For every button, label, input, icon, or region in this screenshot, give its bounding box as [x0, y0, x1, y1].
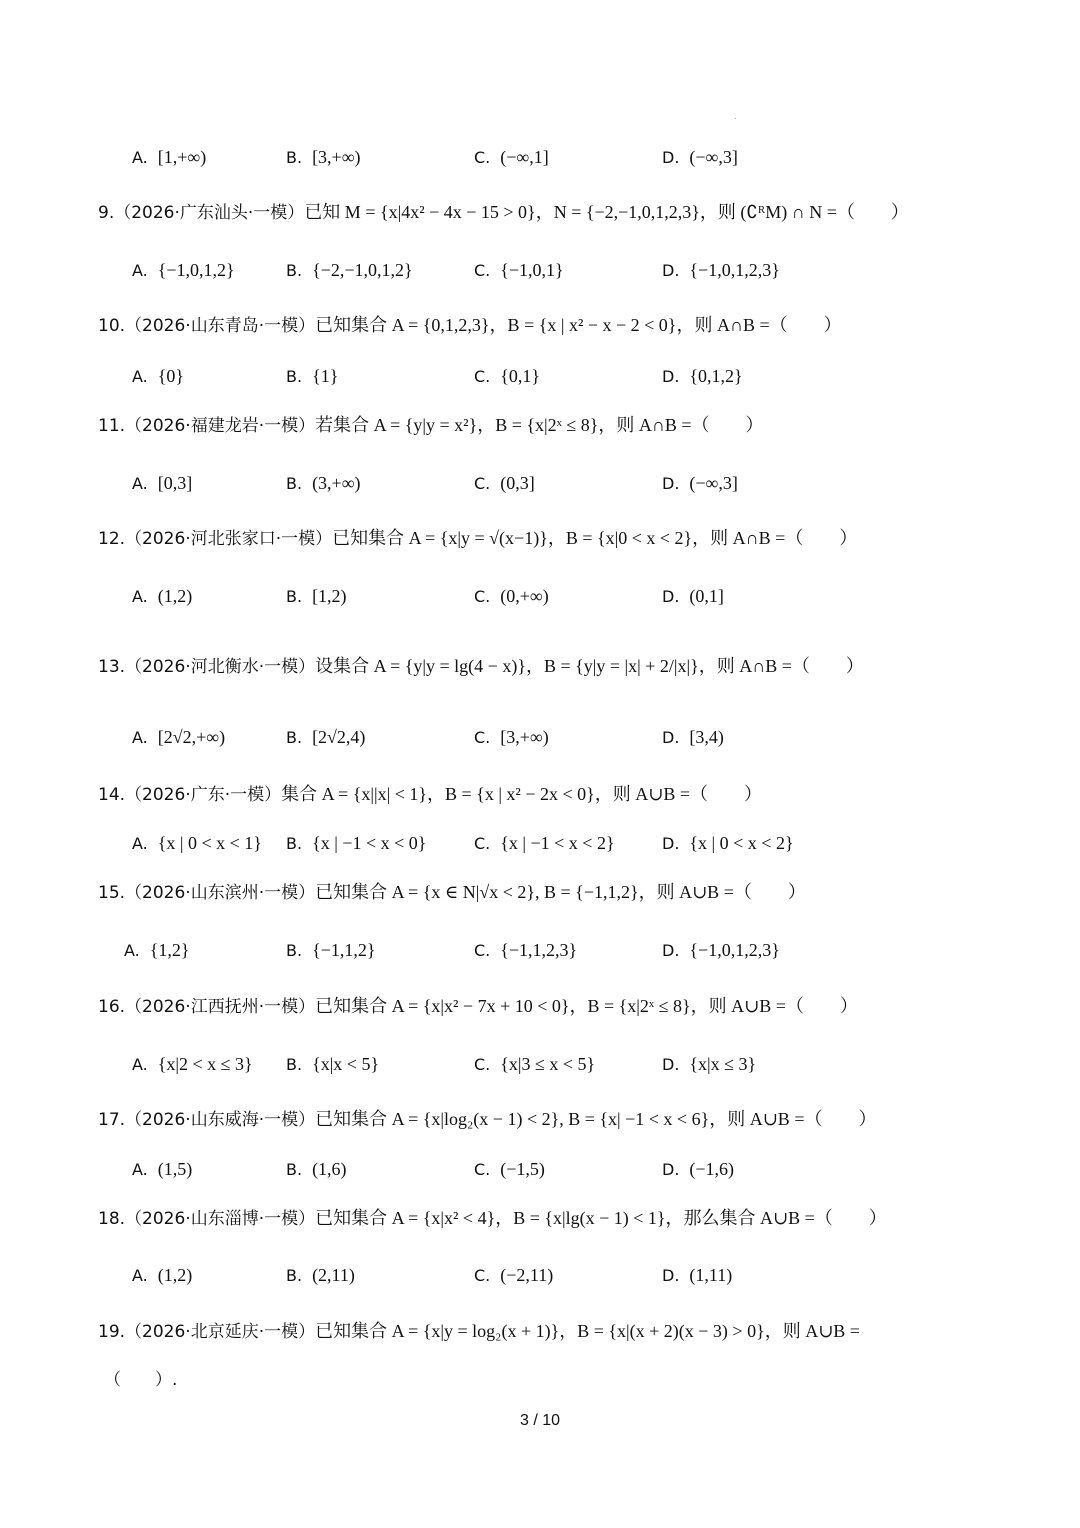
option-text: (1,2) — [157, 1265, 193, 1285]
option-letter: D. — [662, 587, 680, 606]
option-b[interactable] — [286, 828, 426, 859]
question-source: （2026·广东汕头·一模） — [114, 203, 305, 223]
option-letter: B. — [286, 1055, 303, 1074]
option-text: {0,1} — [500, 366, 541, 386]
option-text: {−1,0,1,2,3} — [689, 940, 780, 960]
question-source: （2026·山东淄博·一模） — [125, 1209, 316, 1229]
option-text: {1,2} — [149, 940, 190, 960]
options-row-q15 — [0, 935, 1080, 965]
question-number: 17. — [98, 1110, 126, 1130]
option-letter: C. — [474, 1055, 491, 1074]
option-d[interactable] — [662, 722, 724, 753]
question-number: 10. — [98, 316, 126, 336]
option-b[interactable] — [286, 142, 361, 173]
option-c[interactable] — [474, 828, 615, 859]
option-letter: D. — [662, 1055, 680, 1074]
option-text: [0,3] — [157, 473, 193, 493]
option-a[interactable] — [132, 828, 262, 859]
question-stem: 已知集合 A = {x|x² < 4}，B = {x|lg(x − 1) < 1}，那么集合 A∪B =（ ） — [315, 1208, 887, 1228]
option-text: {−1,0,1} — [500, 260, 564, 280]
options-row-q9 — [0, 255, 1080, 285]
option-text: [3,+∞) — [500, 727, 549, 747]
question-19 — [98, 1319, 978, 1344]
option-text: [3,+∞) — [312, 147, 361, 167]
option-d[interactable] — [662, 255, 780, 286]
option-letter: B. — [286, 474, 303, 493]
question-stem: 已知集合 A = {0,1,2,3}，B = {x | x² − x − 2 < 0}，则 A∩B =（ ） — [315, 315, 842, 335]
option-text: (2,11) — [312, 1265, 355, 1285]
option-text: (−∞,1] — [500, 147, 549, 167]
question-15 — [98, 880, 978, 905]
option-letter: A. — [132, 1266, 148, 1285]
question-stem: 已知 M = {x|4x² − 4x − 15 > 0}，N = {−2,−1,0,1,2,3}，则 (∁ᴿM) ∩ N =（ ） — [304, 202, 909, 222]
option-text: (1,2) — [157, 586, 193, 606]
option-text: (0,1] — [689, 586, 724, 606]
option-letter: A. — [132, 1160, 148, 1179]
option-letter: C. — [474, 367, 491, 386]
option-text: (1,6) — [312, 1159, 347, 1179]
options-row-q8 — [0, 142, 1080, 172]
question-stem: 已知集合 A = {x|log₂(x − 1) < 2}, B = {x| −1 < x < 6}，则 A∪B =（ ） — [315, 1109, 877, 1129]
option-c[interactable] — [474, 255, 564, 286]
question-stem: 已知集合 A = {x|x² − 7x + 10 < 0}，B = {x|2ˣ ≤ 8}，则 A∪B =（ ） — [315, 996, 858, 1016]
option-text: {−1,1,2,3} — [500, 940, 578, 960]
question-18 — [98, 1206, 978, 1231]
option-letter: B. — [286, 261, 303, 280]
option-letter: A. — [132, 148, 148, 167]
question-source: （2026·北京延庆·一模） — [125, 1322, 316, 1342]
option-text: {1} — [312, 366, 339, 386]
option-text: {−1,1,2} — [312, 940, 376, 960]
option-c[interactable] — [474, 361, 540, 392]
option-text: {x|x < 5} — [312, 1054, 380, 1074]
option-d[interactable] — [662, 828, 794, 859]
option-d[interactable] — [662, 935, 780, 966]
option-text: [1,2) — [312, 586, 347, 606]
option-text: {x | 0 < x < 2} — [689, 833, 794, 853]
option-letter: B. — [286, 1160, 303, 1179]
option-letter: D. — [662, 834, 680, 853]
option-b[interactable] — [286, 1049, 379, 1080]
option-d[interactable] — [662, 1049, 756, 1080]
option-text: {0} — [157, 366, 185, 386]
option-letter: D. — [662, 367, 680, 386]
scan-dot: . — [734, 112, 737, 121]
option-letter: B. — [286, 148, 303, 167]
option-text: {−1,0,1,2,3} — [689, 260, 780, 280]
option-text: (3,+∞) — [312, 473, 361, 493]
question-13 — [98, 654, 978, 679]
question-number: 18. — [98, 1209, 126, 1229]
option-letter: A. — [132, 474, 148, 493]
question-stem: 集合 A = {x||x| < 1}，B = {x | x² − 2x < 0}，则 A∪B =（ ） — [281, 784, 762, 804]
option-b[interactable] — [286, 935, 376, 966]
option-a[interactable] — [132, 1260, 192, 1291]
option-a[interactable] — [132, 722, 225, 753]
option-b[interactable] — [286, 1154, 347, 1185]
option-letter: D. — [662, 1266, 680, 1285]
question-source: （2026·河北张家口·一模） — [125, 529, 333, 549]
option-a[interactable] — [132, 1154, 192, 1185]
question-source: （2026·山东滨州·一模） — [125, 883, 316, 903]
option-letter: B. — [286, 367, 303, 386]
option-c[interactable] — [474, 581, 549, 612]
question-number: 13. — [98, 657, 126, 677]
option-text: [2√2,4) — [312, 727, 366, 747]
option-letter: B. — [286, 834, 303, 853]
option-letter: C. — [474, 1266, 491, 1285]
page-number: 3 / 10 — [519, 1412, 561, 1429]
option-text: {x | −1 < x < 2} — [500, 833, 615, 853]
question-number: 11. — [98, 416, 126, 436]
option-a[interactable] — [132, 581, 192, 612]
option-letter: D. — [662, 148, 680, 167]
option-b[interactable] — [286, 722, 365, 753]
option-text: (0,3] — [500, 473, 535, 493]
options-row-q12 — [0, 581, 1080, 611]
option-a[interactable] — [132, 142, 206, 173]
question-stem: 设集合 A = {y|y = lg(4 − x)}，B = {y|y = |x| + 2/|x|}，则 A∩B =（ ） — [315, 656, 864, 676]
option-letter: A. — [132, 1055, 148, 1074]
option-letter: D. — [662, 474, 680, 493]
option-letter: A. — [132, 367, 148, 386]
option-text: (−2,11) — [500, 1265, 554, 1285]
option-a[interactable] — [132, 255, 235, 286]
option-c[interactable] — [474, 722, 549, 753]
option-c[interactable] — [474, 1260, 553, 1291]
question-stem: 已知集合 A = {x ∈ N|√x < 2}, B = {−1,1,2}，则 A∪B =（ ） — [315, 882, 806, 902]
option-text: {0,1,2} — [689, 366, 743, 386]
question-9 — [98, 200, 978, 225]
question-stem: 已知集合 A = {x|y = √(x−1)}，B = {x|0 < x < 2}，则 A∩B =（ ） — [332, 528, 858, 548]
options-row-q17 — [0, 1154, 1080, 1184]
option-text: {x | 0 < x < 1} — [157, 833, 262, 853]
question-number: 12. — [98, 529, 126, 549]
option-text: (0,+∞) — [500, 586, 549, 606]
options-row-q13 — [0, 722, 1080, 752]
options-row-q11 — [0, 468, 1080, 498]
option-b[interactable] — [286, 581, 347, 612]
option-d[interactable] — [662, 361, 743, 392]
option-c[interactable] — [474, 935, 577, 966]
option-text: {−2,−1,0,1,2} — [312, 260, 413, 280]
option-letter: B. — [286, 587, 303, 606]
option-d[interactable] — [662, 1154, 734, 1185]
option-d[interactable] — [662, 1260, 732, 1291]
option-text: [1,+∞) — [157, 147, 207, 167]
option-b[interactable] — [286, 361, 338, 392]
option-a[interactable] — [132, 361, 184, 392]
options-row-q10 — [0, 361, 1080, 391]
question-source: （2026·福建龙岩·一模） — [125, 416, 316, 436]
option-text: (−1,5) — [500, 1159, 545, 1179]
question-source: （2026·江西抚州·一模） — [125, 997, 316, 1017]
question-number: 14. — [98, 785, 126, 805]
option-letter: D. — [662, 941, 680, 960]
option-letter: A. — [132, 728, 148, 747]
option-text: [2√2,+∞) — [157, 727, 226, 747]
option-c[interactable] — [474, 1049, 595, 1080]
option-letter: D. — [662, 728, 680, 747]
option-d[interactable] — [662, 581, 724, 612]
question-stem: 已知集合 A = {x|y = log₂(x + 1)}，B = {x|(x + 2)(x − 3) > 0}，则 A∪B = — [315, 1321, 860, 1341]
option-letter: C. — [474, 587, 491, 606]
option-d[interactable] — [662, 468, 738, 499]
option-text: (−1,6) — [689, 1159, 735, 1179]
option-letter: B. — [286, 728, 303, 747]
option-letter: A. — [132, 587, 148, 606]
question-number: 19. — [98, 1322, 126, 1342]
question-stem: 若集合 A = {y|y = x²}，B = {x|2ˣ ≤ 8}，则 A∩B =（ ） — [315, 415, 764, 435]
option-letter: A. — [132, 834, 148, 853]
option-c[interactable] — [474, 1154, 545, 1185]
option-text: {x | −1 < x < 0} — [312, 833, 427, 853]
question-source: （2026·广东·一模） — [125, 785, 282, 805]
option-letter: C. — [474, 261, 491, 280]
option-letter: A. — [124, 941, 140, 960]
options-row-q16 — [0, 1049, 1080, 1079]
question-number: 16. — [98, 997, 126, 1017]
option-a[interactable] — [124, 935, 190, 966]
option-letter: A. — [132, 261, 148, 280]
option-text: {x|2 < x ≤ 3} — [157, 1054, 253, 1074]
question-12 — [98, 526, 978, 551]
option-text: [3,4) — [689, 727, 724, 747]
question-19-continuation: （ ）. — [104, 1370, 178, 1390]
option-c[interactable] — [474, 468, 535, 499]
option-c[interactable] — [474, 142, 549, 173]
option-letter: B. — [286, 941, 303, 960]
option-d[interactable] — [662, 142, 738, 173]
option-b[interactable] — [286, 468, 361, 499]
question-source: （2026·山东青岛·一模） — [125, 316, 316, 336]
question-14 — [98, 782, 978, 807]
option-a[interactable] — [132, 1049, 253, 1080]
options-row-q14 — [0, 828, 1080, 858]
option-letter: D. — [662, 1160, 680, 1179]
option-text: {−1,0,1,2} — [157, 260, 235, 280]
question-source: （2026·河北衡水·一模） — [125, 657, 316, 677]
question-number: 9. — [98, 203, 115, 223]
option-text: (−∞,3] — [689, 473, 738, 493]
question-10 — [98, 313, 978, 338]
option-a[interactable] — [132, 468, 192, 499]
option-letter: C. — [474, 834, 491, 853]
question-source: （2026·山东威海·一模） — [125, 1110, 316, 1130]
option-letter: B. — [286, 1266, 303, 1285]
question-11 — [98, 413, 978, 438]
option-text: (1,11) — [689, 1265, 733, 1285]
option-letter: D. — [662, 261, 680, 280]
options-row-q18 — [0, 1260, 1080, 1290]
question-17 — [98, 1107, 978, 1132]
option-text: {x|3 ≤ x < 5} — [500, 1054, 596, 1074]
option-letter: C. — [474, 941, 491, 960]
option-text: {x|x ≤ 3} — [689, 1054, 757, 1074]
option-text: (1,5) — [157, 1159, 193, 1179]
option-letter: C. — [474, 1160, 491, 1179]
question-16 — [98, 994, 978, 1019]
option-letter: C. — [474, 728, 491, 747]
option-b[interactable] — [286, 1260, 355, 1291]
question-number: 15. — [98, 883, 126, 903]
option-text: (−∞,3] — [689, 147, 738, 167]
option-letter: C. — [474, 148, 491, 167]
option-letter: C. — [474, 474, 491, 493]
option-b[interactable] — [286, 255, 413, 286]
